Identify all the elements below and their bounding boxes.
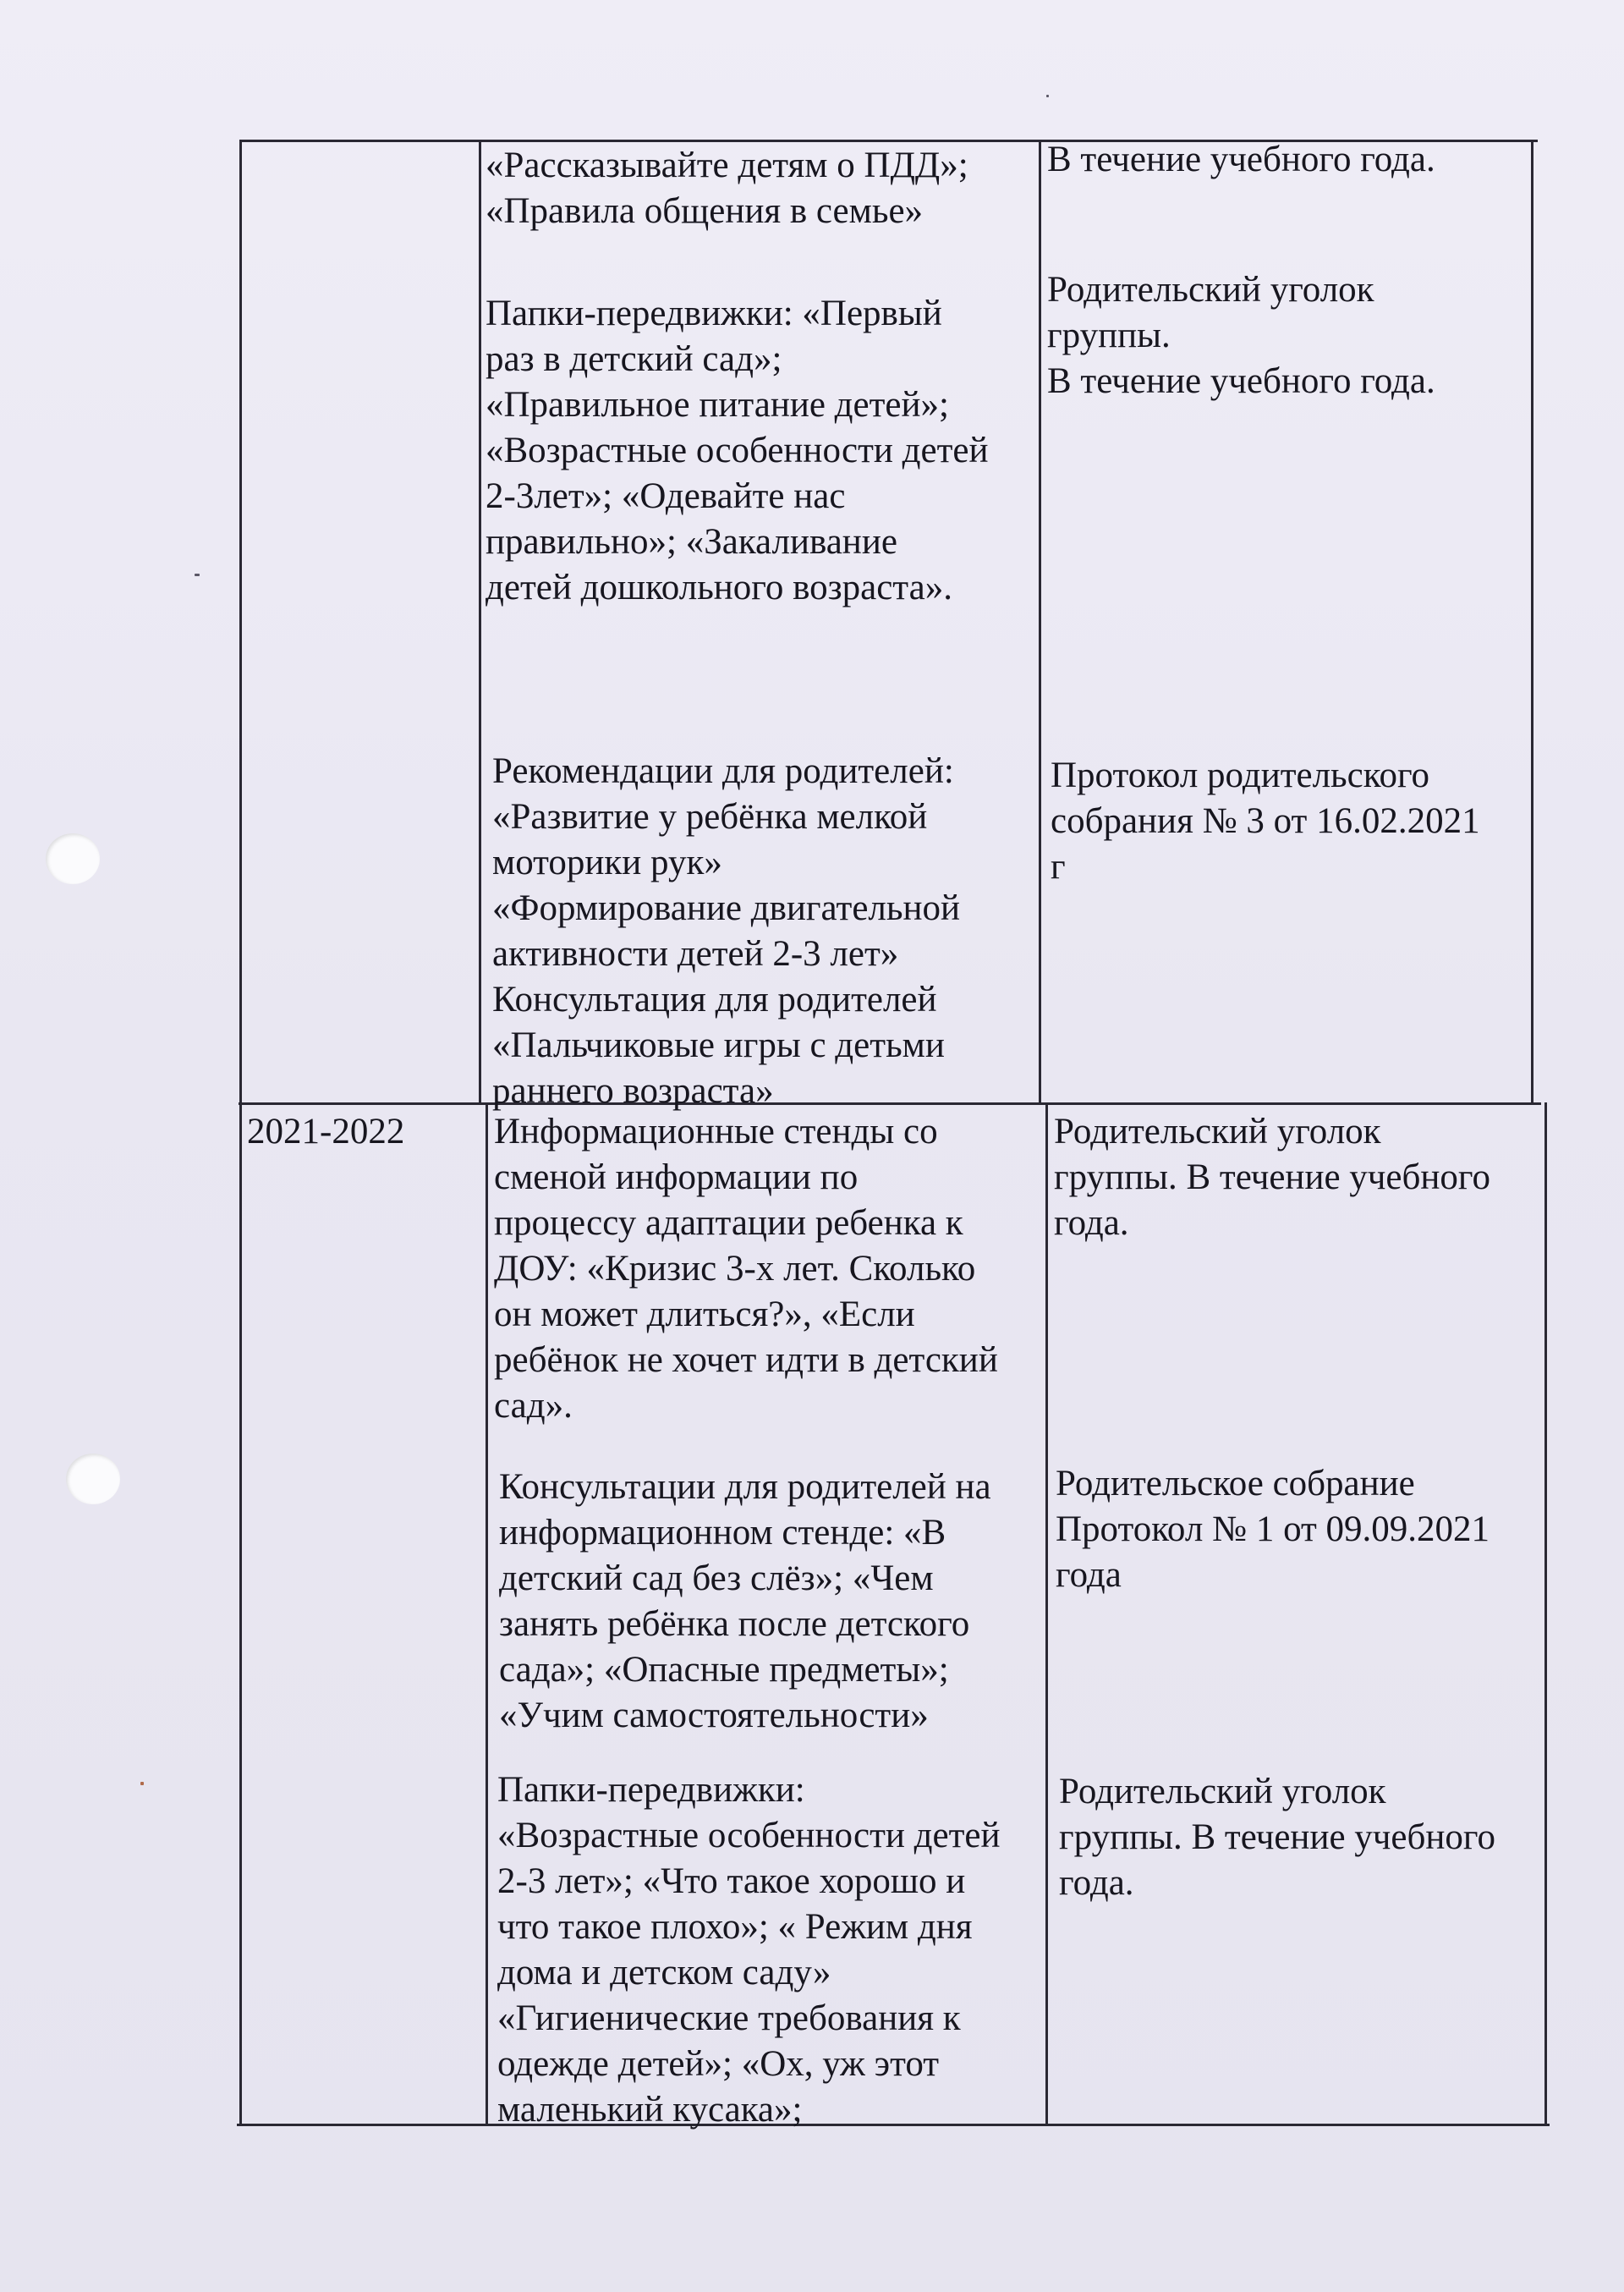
scan-speck bbox=[140, 1782, 144, 1785]
table-border-right bbox=[1544, 1102, 1547, 2126]
column-divider-2 bbox=[1039, 140, 1041, 1104]
note-text: Родительское собрание Протокол № 1 от 09.09.2021 года bbox=[1056, 1464, 1490, 1595]
year-cell: 2021-2022 bbox=[247, 1112, 405, 1151]
activity-text: «Рассказывайте детям о ПДД»; «Правила общения в семье» bbox=[486, 146, 968, 231]
punch-hole-upper bbox=[46, 833, 100, 884]
activity-text: Информационные стенды со сменой информации по процессу адаптации ребенка к ДОУ: «Кризис 3-х лет. Сколько он может длиться?», «Если ребёнок не хочет идти в детский сад». bbox=[494, 1112, 998, 1426]
activity-text: Консультации для родителей на информационном стенде: «В детский сад без слёз»; «Чем занять ребёнка после детского сада»; «Опасные предметы»; «Учим самостоятельности» bbox=[499, 1467, 991, 1735]
activity-text: Папки-передвижки: «Возрастные особенности детей 2-3 лет»; «Что такое хорошо и что такое плохо»; « Режим дня дома и детском саду» «Гигиенические требования к одежде детей»; «Ох, уж этот маленький кусака»; bbox=[497, 1770, 1001, 2130]
scan-speck bbox=[1046, 95, 1049, 97]
punch-hole-lower bbox=[66, 1454, 120, 1504]
column-divider-1 bbox=[486, 1102, 488, 2126]
note-text: В течение учебного года. bbox=[1047, 140, 1435, 179]
column-divider-1 bbox=[479, 140, 481, 1104]
table-border-left bbox=[239, 140, 242, 2126]
note-text: Родительский уголок группы. В течение учебного года. bbox=[1047, 270, 1435, 401]
note-text: Родительский уголок группы. В течение учебного года. bbox=[1059, 1772, 1495, 1903]
activity-text: Рекомендации для родителей: «Развитие у ребёнка мелкой моторики рук» «Формирование двигательной активности детей 2-3 лет» Консультация для родителей «Пальчиковые игры с детьми раннего возраста» bbox=[492, 751, 960, 1111]
column-divider-2 bbox=[1045, 1102, 1048, 2126]
table-border-right bbox=[1531, 140, 1533, 1104]
note-text: Родительский уголок группы. В течение учебного года. bbox=[1054, 1112, 1490, 1243]
scan-speck bbox=[195, 574, 200, 576]
activity-text: Папки-передвижки: «Первый раз в детский сад»; «Правильное питание детей»; «Возрастные особенности детей 2-3лет»; «Одевайте нас правильно»; «Закаливание детей дошкольного возраста». bbox=[486, 294, 989, 607]
note-text: Протокол родительского собрания № 3 от 16.02.2021 г bbox=[1051, 756, 1480, 887]
